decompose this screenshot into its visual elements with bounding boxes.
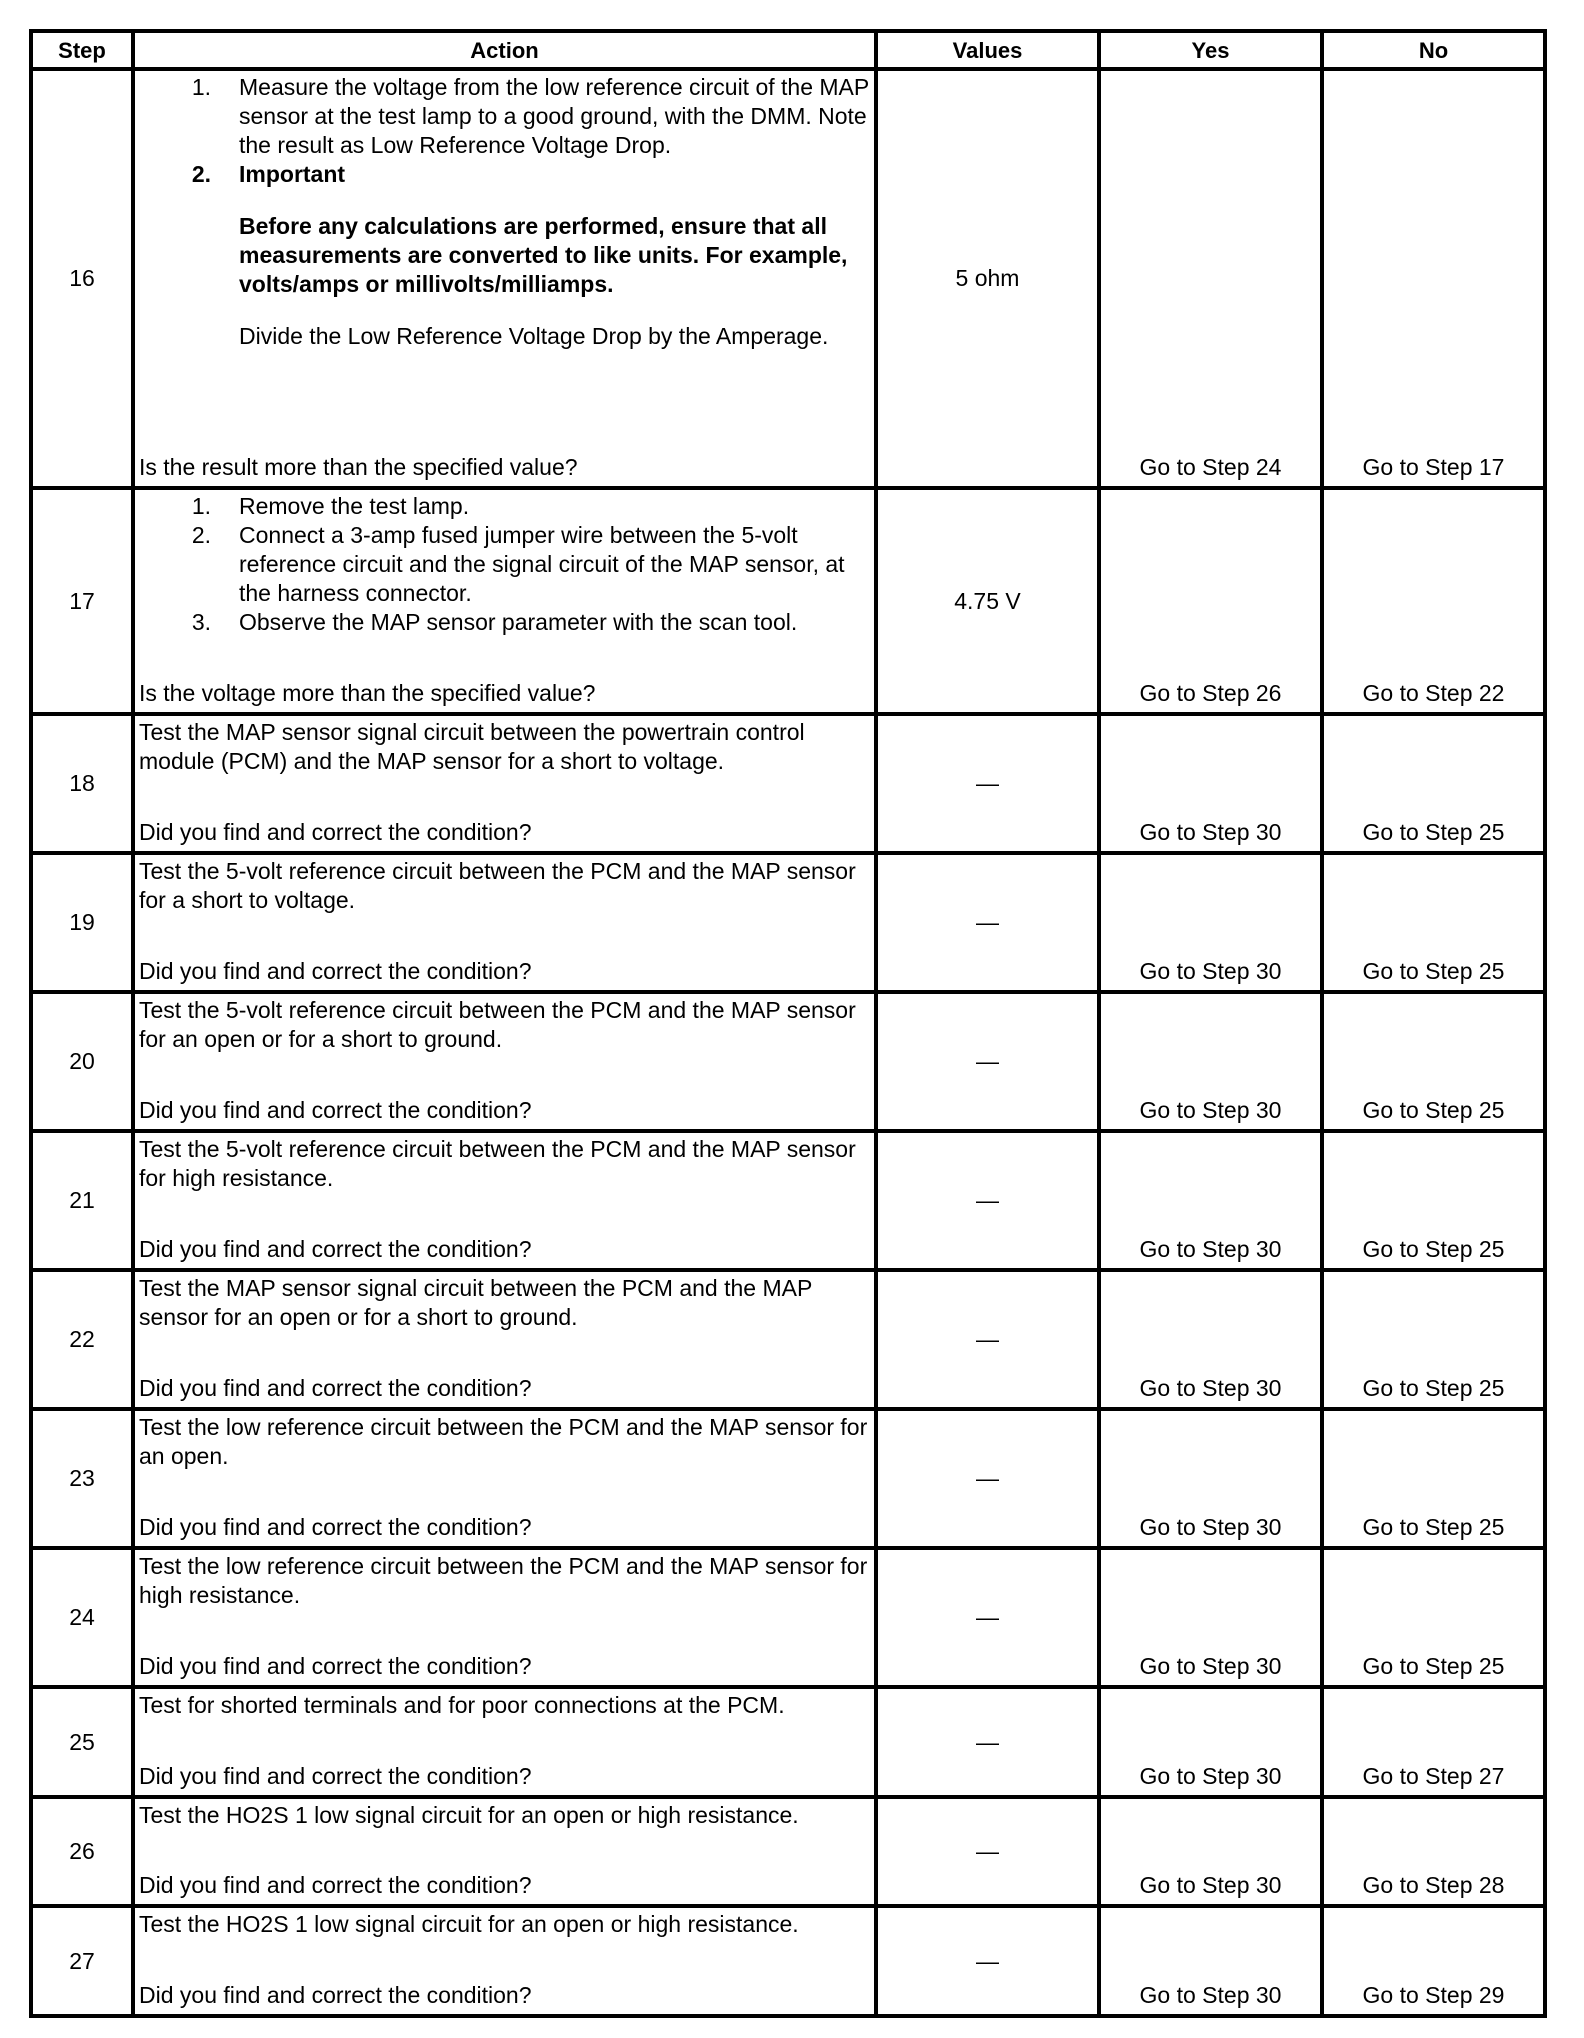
yes-cell: Go to Step 30	[1099, 1270, 1322, 1409]
action-text: Test the HO2S 1 low signal circuit for an open or high resistance.	[139, 1911, 799, 1937]
action-cell	[133, 1906, 876, 2016]
action-content	[139, 1135, 870, 1264]
action-cell	[133, 714, 876, 853]
action-text: Test the 5-volt reference circuit between the PCM and the MAP sensor for high resistance.	[139, 1136, 856, 1191]
header-yes: Yes	[1099, 31, 1322, 69]
no-cell: Go to Step 22	[1322, 488, 1545, 714]
table-row	[31, 992, 1545, 1131]
step-number: 20	[31, 992, 133, 1131]
action-content	[139, 857, 870, 986]
yes-cell: Go to Step 24	[1099, 69, 1322, 488]
table-row	[31, 1409, 1545, 1548]
value-cell: —	[876, 853, 1099, 992]
no-cell: Go to Step 25	[1322, 992, 1545, 1131]
action-question: Did you find and correct the condition?	[139, 1236, 532, 1262]
action-step-text: Measure the voltage from the low reference circuit of the MAP sensor at the test lamp to a good ground, with the DMM. Note the result as Low Reference Voltage Drop.	[239, 74, 869, 158]
yes-cell: Go to Step 30	[1099, 853, 1322, 992]
value-cell: —	[876, 714, 1099, 853]
action-step-number: 1.	[191, 493, 211, 519]
step-number: 25	[31, 1687, 133, 1797]
yes-cell: Go to Step 30	[1099, 1906, 1322, 2016]
action-cell	[133, 488, 876, 714]
action-step-number: 2.	[191, 161, 211, 187]
step-number: 27	[31, 1906, 133, 2016]
action-question: Did you find and correct the condition?	[139, 1375, 532, 1401]
action-step-text: Connect a 3-amp fused jumper wire between the 5-volt reference circuit and the signal circuit of the MAP sensor, at the harness connector.	[239, 522, 845, 606]
table-row	[31, 853, 1545, 992]
value-cell: —	[876, 1687, 1099, 1797]
action-content	[139, 1413, 870, 1542]
action-cell	[133, 1409, 876, 1548]
value-cell: —	[876, 1548, 1099, 1687]
no-cell: Go to Step 25	[1322, 1548, 1545, 1687]
action-step-number: 3.	[191, 609, 211, 635]
action-note: Before any calculations are performed, ensure that all measurements are converted to like units. For example, volts/amps or millivolts/milliamps.	[239, 213, 848, 297]
value-cell: —	[876, 1409, 1099, 1548]
action-step	[139, 608, 870, 637]
step-number: 21	[31, 1131, 133, 1270]
action-text: Test the 5-volt reference circuit between the PCM and the MAP sensor for a short to voltage.	[139, 858, 856, 913]
action-text: Test the low reference circuit between the PCM and the MAP sensor for high resistance.	[139, 1553, 868, 1608]
table-row	[31, 1270, 1545, 1409]
action-question: Did you find and correct the condition?	[139, 1653, 532, 1679]
no-cell: Go to Step 25	[1322, 853, 1545, 992]
action-question: Did you find and correct the condition?	[139, 958, 532, 984]
table-row	[31, 714, 1545, 853]
value-cell: —	[876, 1906, 1099, 2016]
action-step-text: Observe the MAP sensor parameter with the scan tool.	[239, 609, 798, 635]
header-row	[31, 31, 1545, 69]
yes-cell: Go to Step 30	[1099, 1131, 1322, 1270]
step-number: 23	[31, 1409, 133, 1548]
value-cell: 5 ohm	[876, 69, 1099, 488]
step-number: 24	[31, 1548, 133, 1687]
action-content	[139, 1691, 870, 1791]
step-number: 19	[31, 853, 133, 992]
step-number: 26	[31, 1797, 133, 1906]
table-row	[31, 1548, 1545, 1687]
action-step	[139, 73, 870, 160]
yes-cell: Go to Step 30	[1099, 714, 1322, 853]
table-row	[31, 1131, 1545, 1270]
no-cell: Go to Step 25	[1322, 714, 1545, 853]
action-step-text: Remove the test lamp.	[239, 493, 470, 519]
no-cell: Go to Step 27	[1322, 1687, 1545, 1797]
table-row	[31, 1797, 1545, 1906]
action-content	[139, 1274, 870, 1403]
action-cell	[133, 1797, 876, 1906]
yes-cell: Go to Step 30	[1099, 1548, 1322, 1687]
diagnostic-table	[29, 29, 1547, 2018]
action-content	[139, 718, 870, 847]
action-question: Did you find and correct the condition?	[139, 1872, 532, 1898]
action-question: Did you find and correct the condition?	[139, 1097, 532, 1123]
value-cell: —	[876, 992, 1099, 1131]
step-number: 18	[31, 714, 133, 853]
yes-cell: Go to Step 30	[1099, 992, 1322, 1131]
action-text: Test the HO2S 1 low signal circuit for an open or high resistance.	[139, 1802, 799, 1828]
header-step: Step	[31, 31, 133, 69]
action-text: Test the MAP sensor signal circuit between the powertrain control module (PCM) and the MAP sensor for a short to voltage.	[139, 719, 805, 774]
yes-cell: Go to Step 30	[1099, 1409, 1322, 1548]
action-note: Divide the Low Reference Voltage Drop by the Amperage.	[239, 323, 829, 349]
no-cell: Go to Step 29	[1322, 1906, 1545, 2016]
action-text: Test the 5-volt reference circuit between the PCM and the MAP sensor for an open or for a short to ground.	[139, 997, 856, 1052]
action-question: Is the result more than the specified value?	[139, 454, 578, 480]
step-number: 16	[31, 69, 133, 488]
action-question: Did you find and correct the condition?	[139, 1514, 532, 1540]
value-cell: —	[876, 1797, 1099, 1906]
action-question: Did you find and correct the condition?	[139, 819, 532, 845]
action-step-number: 2.	[191, 522, 211, 548]
header-action: Action	[133, 31, 876, 69]
action-cell	[133, 992, 876, 1131]
action-step	[139, 521, 870, 608]
table-row	[31, 1687, 1545, 1797]
action-cell	[133, 853, 876, 992]
action-text: Test the low reference circuit between the PCM and the MAP sensor for an open.	[139, 1414, 868, 1469]
header-values: Values	[876, 31, 1099, 69]
action-step	[139, 160, 870, 189]
table-row	[31, 69, 1545, 488]
action-question: Is the voltage more than the specified value?	[139, 680, 596, 706]
no-cell: Go to Step 17	[1322, 69, 1545, 488]
step-number: 22	[31, 1270, 133, 1409]
yes-cell: Go to Step 30	[1099, 1687, 1322, 1797]
no-cell: Go to Step 25	[1322, 1270, 1545, 1409]
value-cell: 4.75 V	[876, 488, 1099, 714]
no-cell: Go to Step 25	[1322, 1131, 1545, 1270]
no-cell: Go to Step 28	[1322, 1797, 1545, 1906]
action-question: Did you find and correct the condition?	[139, 1763, 532, 1789]
yes-cell: Go to Step 26	[1099, 488, 1322, 714]
table-row	[31, 1906, 1545, 2016]
action-step-text: Important	[239, 161, 346, 187]
header-no: No	[1322, 31, 1545, 69]
no-cell: Go to Step 25	[1322, 1409, 1545, 1548]
action-cell	[133, 1270, 876, 1409]
action-content	[139, 996, 870, 1125]
action-content	[139, 1910, 870, 2010]
step-number: 17	[31, 488, 133, 714]
action-cell	[133, 1548, 876, 1687]
action-content	[139, 492, 870, 708]
action-cell	[133, 1687, 876, 1797]
table-row	[31, 488, 1545, 714]
action-step-number: 1.	[191, 74, 211, 100]
table-body	[31, 69, 1545, 2016]
action-content	[139, 1552, 870, 1681]
action-content	[139, 1801, 870, 1900]
action-step	[139, 492, 870, 521]
value-cell: —	[876, 1131, 1099, 1270]
yes-cell: Go to Step 30	[1099, 1797, 1322, 1906]
action-question: Did you find and correct the condition?	[139, 1982, 532, 2008]
action-text: Test for shorted terminals and for poor connections at the PCM.	[139, 1692, 785, 1718]
action-cell	[133, 69, 876, 488]
action-text: Test the MAP sensor signal circuit between the PCM and the MAP sensor for an open or for a short to ground.	[139, 1275, 812, 1330]
value-cell: —	[876, 1270, 1099, 1409]
action-cell	[133, 1131, 876, 1270]
action-content	[139, 73, 870, 482]
